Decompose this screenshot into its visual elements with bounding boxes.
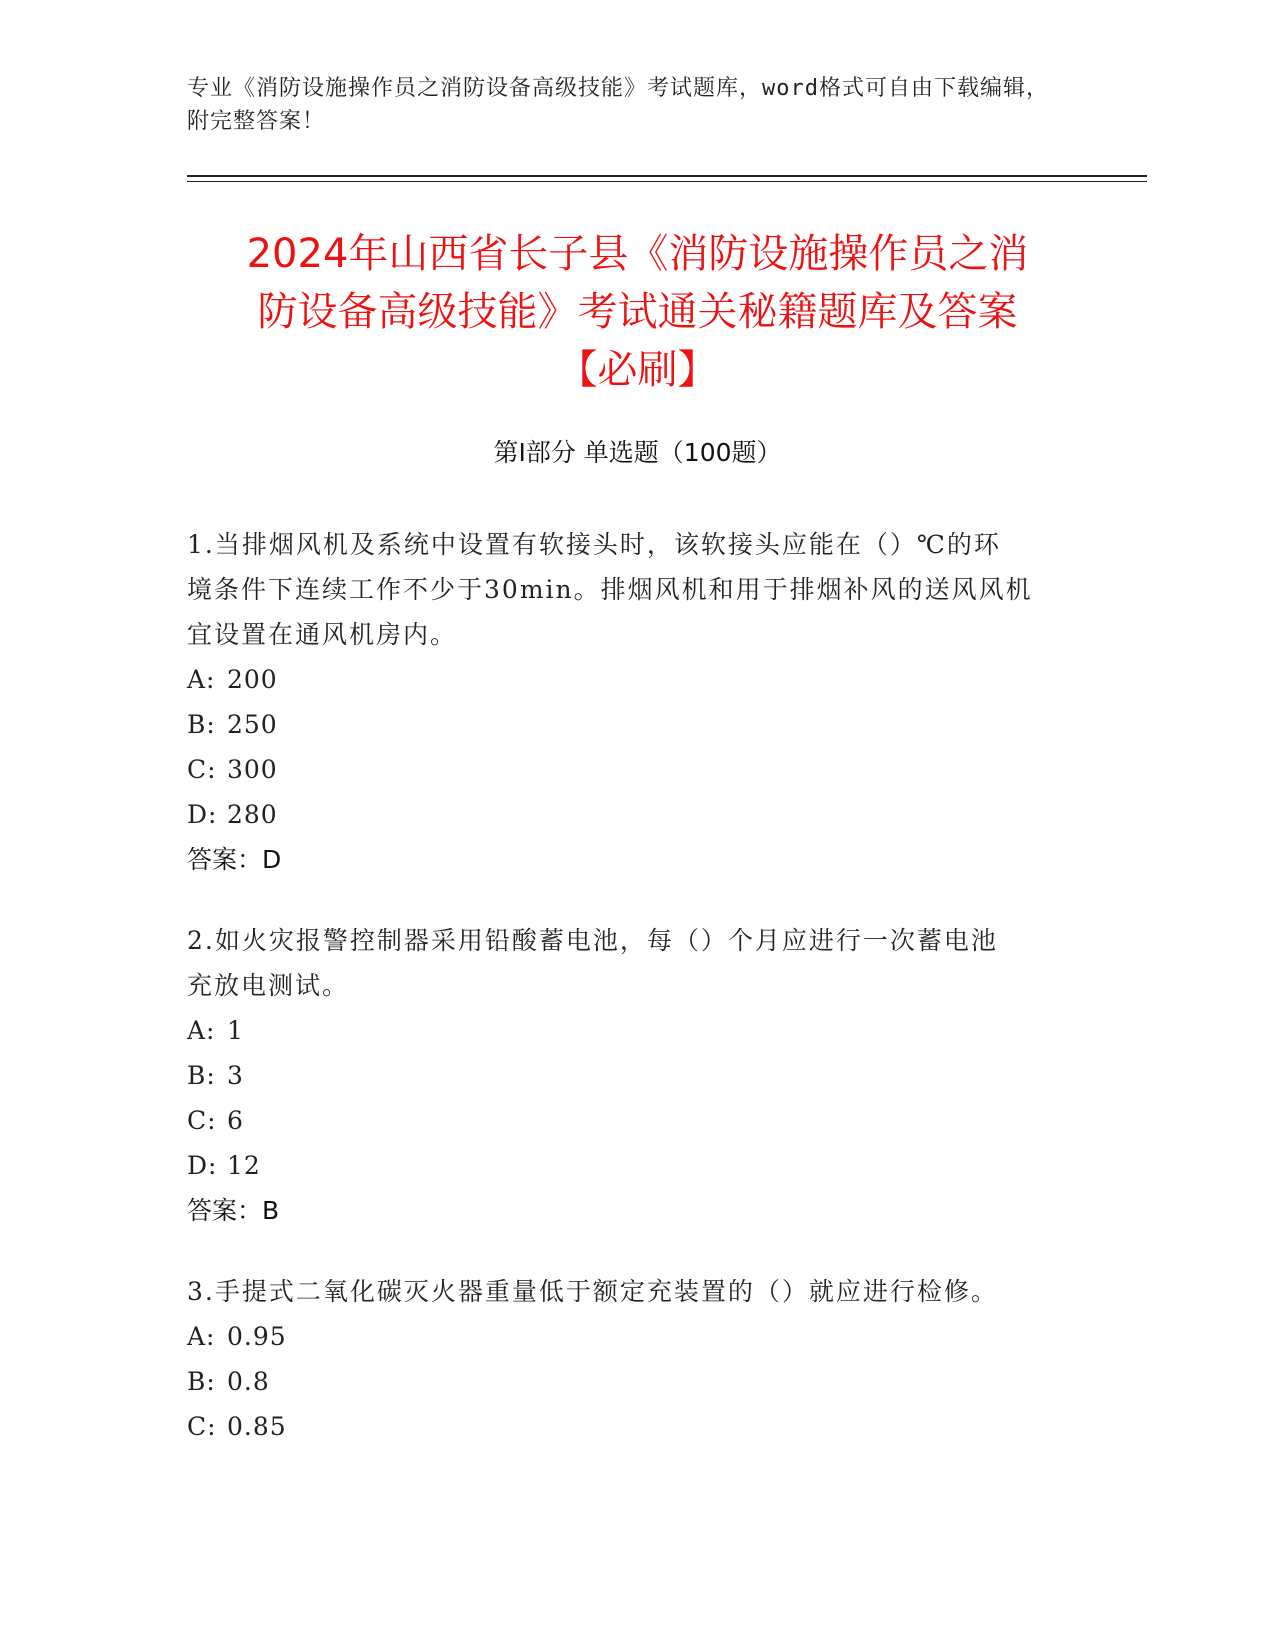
option-letter: C:	[187, 1412, 217, 1441]
question-stem	[187, 1269, 1087, 1314]
title-line: 防设备高级技能》考试通关秘籍题库及答案	[257, 289, 1018, 335]
option-letter: A:	[187, 1016, 216, 1045]
option-b	[187, 702, 1087, 747]
option-letter: B:	[187, 710, 216, 739]
option-c	[187, 747, 1087, 792]
section-title: 第I部分 单选题（100题）	[493, 438, 782, 467]
option-letter: D:	[187, 1151, 218, 1180]
option-text: 250	[227, 710, 278, 739]
option-letter: C:	[187, 755, 217, 784]
option-text: 0.85	[227, 1412, 287, 1441]
option-d	[187, 1143, 1087, 1188]
question-list	[187, 522, 1087, 1485]
option-c	[187, 1404, 1087, 1449]
option-text: 0.8	[227, 1367, 270, 1396]
question-stem-line: 充放电测试。	[187, 971, 350, 1000]
title-line: 【必刷】	[557, 347, 718, 393]
question-stem-line: 2.如火灾报警控制器采用铅酸蓄电池，每（）个月应进行一次蓄电池	[187, 926, 998, 955]
option-b	[187, 1359, 1087, 1404]
question-stem	[187, 918, 1087, 1008]
option-letter: A:	[187, 1322, 216, 1351]
option-text: 0.95	[227, 1322, 287, 1351]
header-divider-thick	[187, 175, 1147, 177]
title-line: 2024年山西省长子县《消防设施操作员之消	[246, 231, 1029, 277]
option-letter: D:	[187, 800, 218, 829]
option-text: 200	[227, 665, 278, 694]
question-stem-line: 3.手提式二氧化碳灭火器重量低于额定充装置的（）就应进行检修。	[187, 1277, 998, 1306]
answer-line: 答案：B	[187, 1196, 280, 1225]
option-d	[187, 792, 1087, 837]
question-stem-line: 境条件下连续工作不少于30min。排烟风机和用于排烟补风的送风风机	[187, 575, 1033, 604]
option-a	[187, 657, 1087, 702]
question-2	[187, 918, 1087, 1233]
option-letter: A:	[187, 665, 216, 694]
question-stem	[187, 522, 1087, 657]
question-stem-line: 1.当排烟风机及系统中设置有软接头时，该软接头应能在（）℃的环	[187, 530, 1001, 559]
header-note: 专业《消防设施操作员之消防设备高级技能》考试题库，word格式可自由下载编辑，附完整答案！	[187, 76, 1049, 134]
option-text: 300	[227, 755, 278, 784]
option-text: 1	[227, 1016, 244, 1045]
question-1	[187, 522, 1087, 882]
option-text: 3	[227, 1061, 244, 1090]
option-a	[187, 1314, 1087, 1359]
option-text: 12	[227, 1151, 261, 1180]
option-a	[187, 1008, 1087, 1053]
option-text: 280	[227, 800, 278, 829]
document-title	[160, 225, 1115, 399]
question-stem-line: 宜设置在通风机房内。	[187, 620, 458, 649]
question-3	[187, 1269, 1087, 1449]
option-text: 6	[227, 1106, 244, 1135]
option-letter: B:	[187, 1367, 216, 1396]
option-letter: B:	[187, 1061, 216, 1090]
option-letter: C:	[187, 1106, 217, 1135]
option-b	[187, 1053, 1087, 1098]
option-c	[187, 1098, 1087, 1143]
header-divider-thin	[187, 181, 1147, 182]
answer-line: 答案：D	[187, 845, 282, 874]
